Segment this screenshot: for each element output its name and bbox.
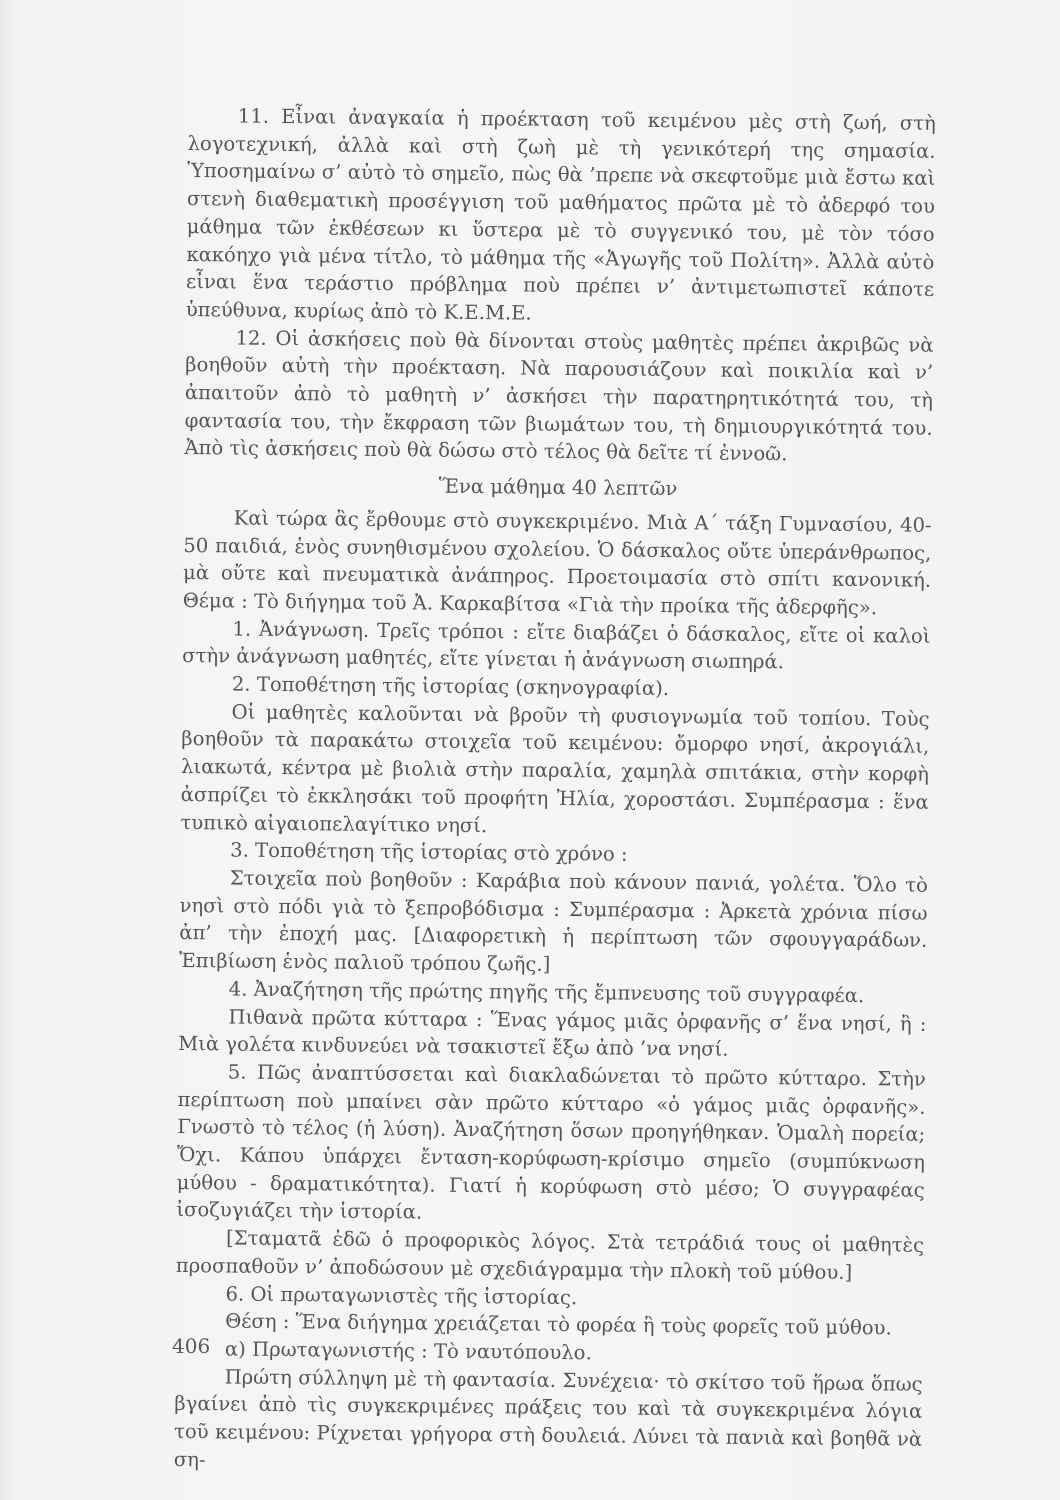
step-6-body: Πρώτη σύλληψη μὲ τὴ φαντασία. Συνέχεια· τὸ σκίτσο τοῦ ἥρωα ὅπως βγαίνει ἀπὸ τὶς συγκεκριμένες πράξεις του καὶ τὰ συγκεκριμένα λόγια τοῦ κειμένου: Ρίχνεται γρήγορα στὴ δουλειά. Λύνει τὰ πανιὰ καὶ βοηθᾶ νὰ ση- <box>173 1365 923 1472</box>
paragraph-intro: Καὶ τώρα ἂς ἔρθουμε στὸ συγκεκριμένο. Μιὰ Α΄ τάξη Γυμνασίου, 40-50 παιδιά, ἑνὸς συνηθισμένου σχολείου. Ὁ δάσκαλος οὔτε ὑπεράνθρωπος, μὰ οὔτε καὶ πνευματικὰ ἀνάπηρος. Προετοιμασία στὸ σπίτι κανονική. Θέμα : Τὸ διήγημα τοῦ Ἀ. Καρκαβίτσα «Γιὰ τὴν προίκα τῆς ἀδερφῆς». <box>182 506 932 620</box>
step-5-body: 5. Πῶς ἀναπτύσσεται καὶ διακλαδώνεται τὸ πρῶτο κύτταρο. Στὴν περίπτωση ποὺ μπαίνει σὰν πρῶτο κύτταρο «ὁ γάμος μιᾶς ὀρφανῆς». Γνωστὸ τὸ τέλος (ἡ λύση). Ἀναζήτηση ὅσων προηγήθηκαν. Ὁμαλὴ πορεία; Ὄχι. Κάπου ὑπάρχει ἔνταση-κορύφωση-κρίσιμο σημεῖο (συμπύκνωση μύθου - δραματικότητα). Γιατί ἡ κορύφωση στὸ μέσο; Ὁ συγγραφέας ἰσοζυγιάζει τὴν ἱστορία. <box>176 1060 926 1224</box>
step-6-thesis: Θέση : Ἕνα διήγημα χρειάζεται τὸ φορέα ἢ τοὺς φορεῖς τοῦ μύθου. <box>225 1309 892 1340</box>
step-6-heading: 6. Οἱ πρωταγωνιστὲς τῆς ἱστορίας. <box>225 1281 578 1309</box>
step-2-body: Οἱ μαθητὲς καλοῦνται νὰ βροῦν τὴ φυσιογνωμία τοῦ τοπίου. Τοὺς βοηθοῦν τὰ παρακάτω στοιχεῖα τοῦ κειμένου: ὄμορφο νησί, ἀκρογιάλι, λιακωτά, κέντρα μὲ βιολιὰ στὴν παραλία, χαμηλὰ σπιτάκια, στὴν κορφὴ ἀσπρίζει τὸ ἐκκλησάκι τοῦ προφήτη Ἠλία, χοροστάσι. Συμπέρασμα : ἕνα τυπικὸ αἰγαιοπελαγίτικο νησί. <box>180 700 930 837</box>
body-text <box>174 102 936 1481</box>
paragraph-11: 11. Εἶναι ἀναγκαία ἡ προέκταση τοῦ κειμένου μὲς στὴ ζωή, στὴ λογοτεχνική, ἀλλὰ καὶ στὴ ζωὴ μὲ τὴ γενικότερή της σημασία. Ὑποσημαίνω σ’ αὐτὸ τὸ σημεῖο, πὼς θὰ ’πρεπε νὰ σκεφτοῦμε μιὰ ἔστω καὶ στενὴ διαθεματικὴ προσέγγιση τοῦ μαθήματος πρῶτα μὲ τὸ ἀδερφό του μάθημα τῶν ἐκθέσεων κι ὕστερα μὲ τὸ συγγενικό του, μὲ τὸν τόσο κακόηχο γιὰ μένα τίτλο, τὸ μάθημα τῆς «Ἀγωγῆς τοῦ Πολίτη». Ἀλλὰ αὐτὸ εἶναι ἕνα τεράστιο πρόβλημα ποὺ πρέπει ν’ ἀντιμετωπιστεῖ κάποτε ὑπεύθυνα, κυρίως ἀπὸ τὸ Κ.Ε.Μ.Ε. <box>185 104 936 325</box>
paragraph-12: 12. Οἱ ἀσκήσεις ποὺ θὰ δίνονται στοὺς μαθητὲς πρέπει ἀκριβῶς νὰ βοηθοῦν αὐτὴ τὴν προέκταση. Νὰ παρουσιάζουν καὶ ποικιλία καὶ ν’ ἀπαιτοῦν ἀπὸ τὸ μαθητὴ ν’ ἀσκήσει τὴν παρατηρητικότητά του, τὴ φαντασία του, τὴν ἔκφραση τῶν βιωμάτων του, τὴ δημιουργικότητά του. Ἀπὸ τὶς ἀσκήσεις ποὺ θὰ δώσω στὸ τέλος θὰ δεῖτε τί ἐννοῶ. <box>184 326 934 466</box>
step-3-heading: 3. Τοποθέτηση τῆς ἱστορίας στὸ χρόνο : <box>230 838 628 866</box>
step-2-heading: 2. Τοποθέτηση τῆς ἱστορίας (σκηνογραφία). <box>231 672 670 701</box>
section-heading: Ἕνα μάθημα 40 λεπτῶν <box>438 474 678 501</box>
step-4-body: Πιθανὰ πρῶτα κύτταρα : Ἕνας γάμος μιᾶς ὀρφανῆς σ’ ἕνα νησί, ἢ : Μιὰ γολέτα κινδυνεύει νὰ τσακιστεῖ ἔξω ἀπὸ ’να νησί. <box>178 1004 927 1061</box>
step-3-body: Στοιχεῖα ποὺ βοηθοῦν : Καράβια ποὺ κάνουν πανιά, γολέτα. Ὅλο τὸ νησὶ στὸ πόδι γιὰ τὸ ξεπροβόδισμα : Συμπέρασμα : Ἀρκετὰ χρόνια πίσω ἀπ’ τὴν ἐποχή μας. [Διαφορετικὴ ἡ περίπτωση τῶν σφουγγαράδων. Ἐπιβίωση ἑνὸς παλιοῦ τρόπου ζωῆς.] <box>178 866 928 976</box>
bracket-note: [Σταματᾶ ἐδῶ ὁ προφορικὸς λόγος. Στὰ τετράδιά τους οἱ μαθητὲς προσπαθοῦν ν’ ἀποδώσουν μὲ σχεδιάγραμμα τὴν πλοκὴ τοῦ μύθου.] <box>175 1226 925 1284</box>
step-4-heading: 4. Ἀναζήτηση τῆς πρώτης πηγῆς τῆς ἔμπνευσης τοῦ συγγραφέα. <box>228 977 865 1007</box>
step-6-protagonist: α) Πρωταγωνιστής : Τὸ ναυτόπουλο. <box>224 1337 592 1365</box>
step-1-reading: 1. Ἀνάγνωση. Τρεῖς τρόποι : εἴτε διαβάζει ὁ δάσκαλος, εἴτε οἱ καλοὶ στὴν ἀνάγνωση μαθητές, εἴτε γίνεται ἡ ἀνάγνωση σιωπηρά. <box>182 617 931 674</box>
page-number: 406 <box>172 1334 211 1358</box>
